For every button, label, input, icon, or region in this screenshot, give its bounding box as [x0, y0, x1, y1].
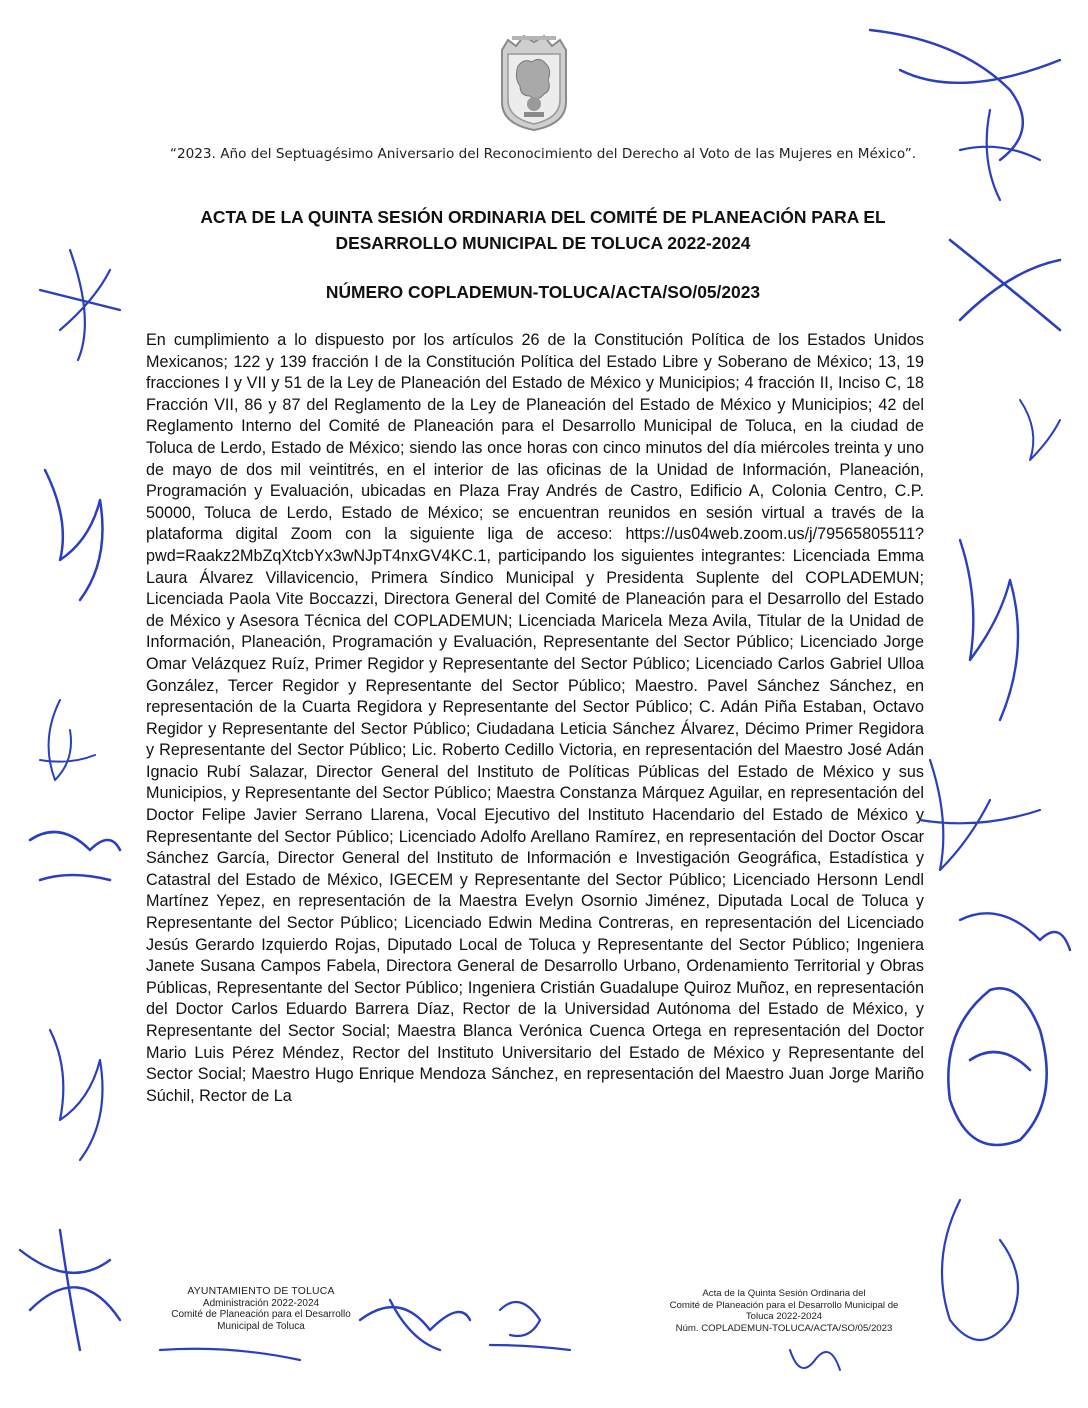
- signature-right-1-icon: [870, 30, 1060, 160]
- signature-right-7-icon: [960, 913, 1070, 950]
- signature-right-5-icon: [960, 540, 1018, 720]
- signature-right-8-icon: [948, 988, 1046, 1145]
- act-number: NÚMERO COPLADEMUN-TOLUCA/ACTA/SO/05/2023: [325, 282, 761, 302]
- header-motto: “2023. Año del Septuagésimo Aniversario del Reconocimiento del Derecho al Voto de las Mujeres en México”.: [169, 146, 917, 162]
- document-title-line-1: ACTA DE LA QUINTA SESIÓN ORDINARIA DEL COMITÉ DE PLANEACIÓN PARA EL: [200, 207, 886, 227]
- footer-right-line-4: Núm. COPLADEMUN-TOLUCA/ACTA/SO/05/2023: [675, 1322, 893, 1334]
- signature-right-9-icon: [942, 1200, 1018, 1340]
- signature-right-2-icon: [960, 110, 1040, 200]
- footer-right-line-3: Toluca 2022-2024: [745, 1311, 823, 1322]
- signature-footer-2-icon: [490, 1302, 570, 1350]
- footer-left-line-4: Municipal de Toluca: [217, 1320, 305, 1332]
- footer-right: [654, 1288, 914, 1334]
- signature-right-6-icon: [920, 760, 1040, 870]
- signature-right-4-icon: [1020, 400, 1060, 460]
- footer-left-line-3: Comité de Planeación para el Desarrollo: [171, 1309, 351, 1320]
- signature-right-3-icon: [950, 240, 1060, 330]
- signature-left-6-icon: [20, 1230, 120, 1350]
- signature-left-2-icon: [45, 470, 103, 600]
- signature-left-5-icon: [50, 1030, 103, 1160]
- footer-right-line-1: Acta de la Quinta Sesión Ordinaria del: [702, 1288, 866, 1299]
- document-body: En cumplimiento a lo dispuesto por los artículos 26 de la Constitución Política de los Estados Unidos Mexicanos; 122 y 139 fracción I de la Constitución Política del Estado Libre y Soberano de México; 13, 19 fracciones I y VII y 51 de la Ley de Planeación del Estado de México y Municipios; 4 fracción II, Inciso C, 18 Fracción VII, 86 y 87 del Reglamento de la Ley de Planeación del Estado de México y Municipios; 42 del Reglamento Interno del Comité de Planeación para el Desarrollo Municipal de Toluca, en la ciudad de Toluca de Lerdo, Estado de México; siendo las once horas con cinco minutos del día miércoles treinta y uno de mayo de dos mil veintitrés, en el interior de las oficinas de la Unidad de Información, Planeación, Programación y Evaluación, ubicadas en Plaza Fray Andrés de Castro, Edificio A, Colonia Centro, C.P. 50000, Toluca de Lerdo, Estado de México; se encuentran reunidos en sesión virtual a través de la plataforma digital Zoom con la siguiente liga de acceso: https://us04web.zoom.us/j/79565805511?pwd=Raakz2MbZqXtcbYx3wNJpT4nxGV4KC.1, participando los siguientes integrantes: Licenciada Emma Laura Álvarez Villavicencio, Primera Síndico Municipal y Presidenta Suplente del COPLADEMUN; Licenciada Paola Vite Boccazzi, Directora General del Comité de Planeación para el Desarrollo del Estado de México y Asesora Técnica del COPLADEMUN; Licenciada Maricela Meza Avila, Titular de la Unidad de Información, Planeación, Programación y Evaluación, Representante del Sector Público; Licenciado Jorge Omar Velázquez Ruíz, Primer Regidor y Representante del Sector Público; Licenciado Carlos Gabriel Ulloa González, Tercer Regidor y Representante del Sector Público; Maestro. Pavel Sánchez Sánchez, en representación de la Cuarta Regidora y Representante del Sector Público; C. Adán Piña Estaban, Octavo Regidor y Representante del Sector Público; Ciudadana Leticia Sánchez Álvarez, Décimo Primer Regidora y Representante del Sector Público; Lic. Roberto Cedillo Victoria, en representación del Maestro José Adán Ignacio Rubí Salazar, Director General del Instituto de Políticas Públicas del Estado de México y sus Municipios, y Representante del Sector Público; Maestra Constanza Márquez Aguilar, en representación del Doctor Felipe Javier Serrano Llarena, Vocal Ejecutivo del Instituto Hacendario del Estado de México y Representante del Sector Público; Licenciado Adolfo Arellano Ramírez, en representación del Doctor Oscar Sánchez García, Director General del Instituto de Información e Investigación Geográfica, Estadística y Catastral del Estado de México, IGECEM y Representante del Sector Público; Licenciado Hersonn Lendl Martínez Yepez, en representación de la Maestra Evelyn Osornio Jiménez, Diputada Local de Toluca y Representante del Sector Público; Licenciado Edwin Medina Contreras, en representación del Licenciado Jesús Gerardo Izquierdo Rojas, Diputado Local de Toluca y Representante del Sector Público; Ingeniera Janete Susana Campos Fabela, Directora General de Desarrollo Urbano, Ordenamiento Territorial y Obras Públicas, Representante del Sector Público; Ingeniera Cristián Guadalupe Quiroz Muñoz, en representación del Doctor Carlos Eduardo Barrera Díaz, Rector de la Universidad Autónoma del Estado de México, y Representante del Sector Social; Maestra Blanca Verónica Cuenca Ortega en representación del Doctor Mario Luis Pérez Méndez, Rector del Instituto Universitario del Estado de México y Representante del Sector Social; Maestro Hugo Enrique Mendoza Sánchez, en representación del Maestro Juan Jorge Mariño Súchil, Rector de La: [146, 331, 924, 1105]
- signature-footer-1-icon: [360, 1300, 470, 1350]
- signature-left-4-icon: [30, 832, 120, 880]
- municipal-seal-icon: [494, 32, 574, 132]
- signature-footer-3-icon: [160, 1349, 300, 1360]
- signature-left-3-icon: [40, 700, 95, 780]
- document-title-line-2: DESARROLLO MUNICIPAL DE TOLUCA 2022-2024: [335, 233, 751, 253]
- footer-left-line-1: AYUNTAMIENTO DE TOLUCA: [187, 1286, 335, 1297]
- signature-left-1-icon: [40, 250, 120, 360]
- document-title: [120, 204, 966, 256]
- footer-left: [146, 1286, 376, 1332]
- signature-footer-4-icon: [790, 1350, 840, 1370]
- footer-left-line-2: Administración 2022-2024: [202, 1297, 320, 1309]
- footer-right-line-2: Comité de Planeación para el Desarrollo Municipal de: [669, 1299, 899, 1311]
